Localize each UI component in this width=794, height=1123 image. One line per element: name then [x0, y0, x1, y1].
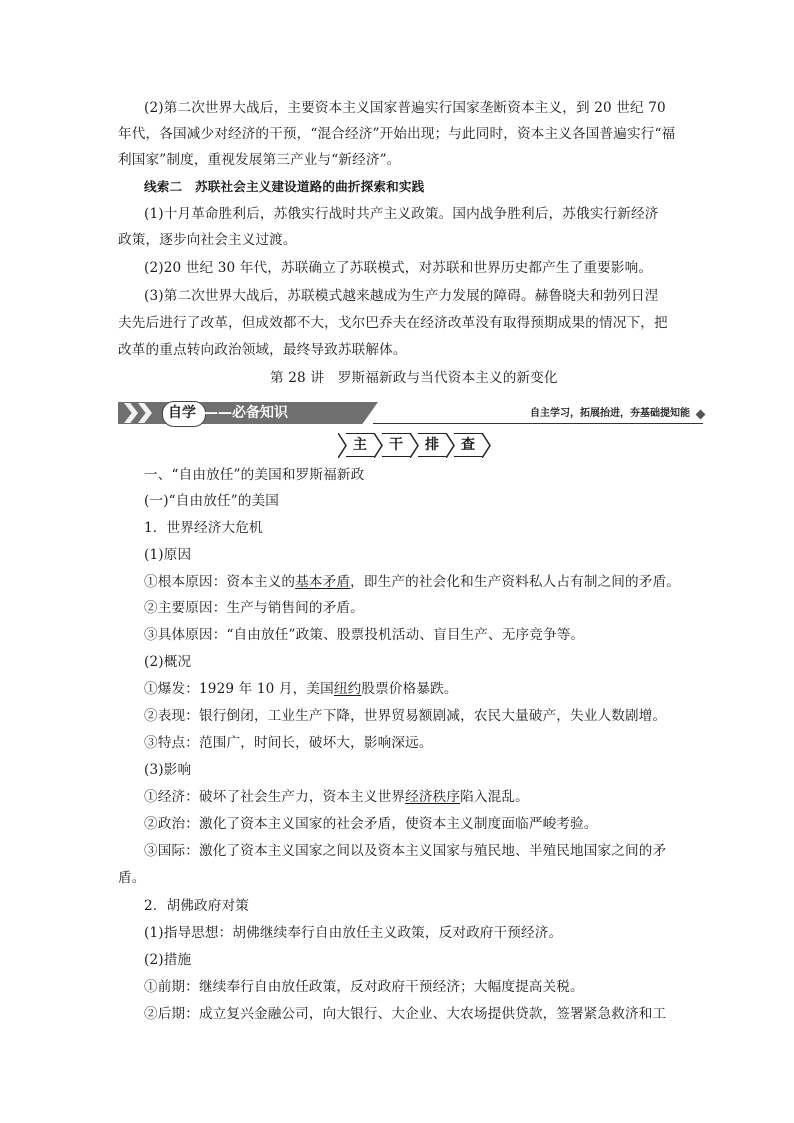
paragraph-line: ②后期：成立复兴金融公司，向大银行、大企业、大农场提供贷款，签署紧急救济和工 [144, 1006, 667, 1022]
lecture-title: 第 28 讲 罗斯福新政与当代资本主义的新变化 [270, 370, 558, 386]
section-heading-clue-two: 线索二 苏联社会主义建设道路的曲折探索和实践 [144, 179, 425, 194]
arrow-right-icon [482, 433, 491, 458]
tag-char: 排 [418, 433, 446, 457]
banner-title-char: 自 [168, 405, 182, 421]
paragraph-line: 夫先后进行了改革，但成效都不大，戈尔巴乔夫在经济改革没有取得预期成果的情况下，把 [118, 315, 668, 331]
paragraph-line: 利国家”制度，重视发展第三产业与“新经济”。 [118, 152, 401, 168]
banner-title-text: ——必备知识 [204, 405, 288, 421]
paragraph-line: (1)十月革命胜利后，苏俄实行战时共产主义政策。国内战争胜利后，苏俄实行新经济 [144, 206, 659, 222]
paragraph-line: 盾。 [118, 870, 146, 886]
diamond-icon [696, 410, 706, 420]
paragraph-line [144, 572, 680, 592]
paragraph-line: (2)20 世纪 30 年代，苏联确立了苏联模式，对苏联和世界历史都产生了重要影响。 [144, 260, 653, 276]
underlined-term: 经济秩序 [405, 789, 461, 805]
heading-level-4: (2)概况 [144, 654, 192, 670]
paragraph-line: ②表现：银行倒闭，工业生产下降，世界贸易额剧减，农民大量破产，失业人数剧增。 [144, 708, 667, 724]
paragraph-line: ③国际：激化了资本主义国家之间以及资本主义国家与殖民地、半殖民地国家之间的矛 [144, 843, 667, 859]
paragraph-line: 改革的重点转向政治领域，最终导致苏联解体。 [118, 342, 407, 358]
tag-char: 主 [346, 433, 374, 457]
underlined-term: 基本矛盾 [295, 574, 351, 590]
paragraph-line: (1)指导思想：胡佛继续奉行自由放任主义政策，反对政府干预经济。 [144, 925, 563, 941]
paragraph-line [144, 787, 529, 807]
paragraph-line: ②政治：激化了资本主义国家的社会矛盾，使资本主义制度面临严峻考验。 [144, 816, 598, 832]
banner-subtitle: 自主学习，拓展抬进，夯基础提知能 [530, 408, 690, 419]
paragraph-line: ③特点：范围广，时间长，破坏大，影响深远。 [144, 735, 433, 751]
text-segment: ①爆发：1929 年 10 月，美国 [144, 681, 334, 697]
heading-level-1: 一、“自由放任”的美国和罗斯福新政 [144, 467, 365, 483]
banner-underline [373, 423, 703, 424]
heading-level-4: (3)影响 [144, 762, 192, 778]
heading-level-2: (一)“自由放任”的美国 [144, 493, 280, 509]
text-segment: ①经济：破坏了社会生产力，资本主义世界 [144, 789, 406, 805]
paragraph-line: (3)第二次世界大战后，苏联模式越来越成为生产力发展的障碍。赫鲁晓夫和勃列日涅 [144, 288, 659, 304]
text-segment: ①根本原因：资本主义的 [144, 574, 296, 590]
paragraph-line: 政策，逐步向社会主义过渡。 [118, 232, 297, 248]
text-segment: ，即生产的社会化和生产资料私人占有制之间的矛盾。 [350, 574, 681, 590]
paragraph-line: (2)第二次世界大战后，主要资本主义国家普遍实行国家垄断资本主义，到 20 世纪 70 [144, 100, 666, 116]
paragraph-line [144, 679, 458, 699]
section-banner [118, 398, 706, 428]
heading-level-4: (1)原因 [144, 547, 192, 563]
paragraph-line: 年代，各国减少对经济的干预，“混合经济”开始出现；与此同时，资本主义各国普遍实行“福 [118, 126, 676, 142]
paragraph-line: ②主要原因：生产与销售间的矛盾。 [144, 600, 364, 616]
text-segment: 股票价格暴跌。 [361, 681, 458, 697]
heading-level-3: 2．胡佛政府对策 [144, 898, 250, 914]
underlined-term: 纽约 [333, 681, 362, 697]
paragraph-line: ①前期：继续奉行自由放任政策，反对政府干预经济；大幅度提高关税。 [144, 979, 584, 995]
paragraph-line: ③具体原因：“自由放任”政策、股票投机活动、盲目生产、无序竞争等。 [144, 627, 585, 643]
tag-char: 查 [454, 433, 482, 457]
tag-char: 干 [382, 433, 410, 457]
banner-title [168, 403, 288, 423]
heading-level-3: 1．世界经济大危机 [144, 520, 263, 536]
banner-title-char: 学 [182, 405, 196, 421]
text-segment: 陷入混乱。 [460, 789, 529, 805]
heading-level-4: (2)措施 [144, 952, 192, 968]
